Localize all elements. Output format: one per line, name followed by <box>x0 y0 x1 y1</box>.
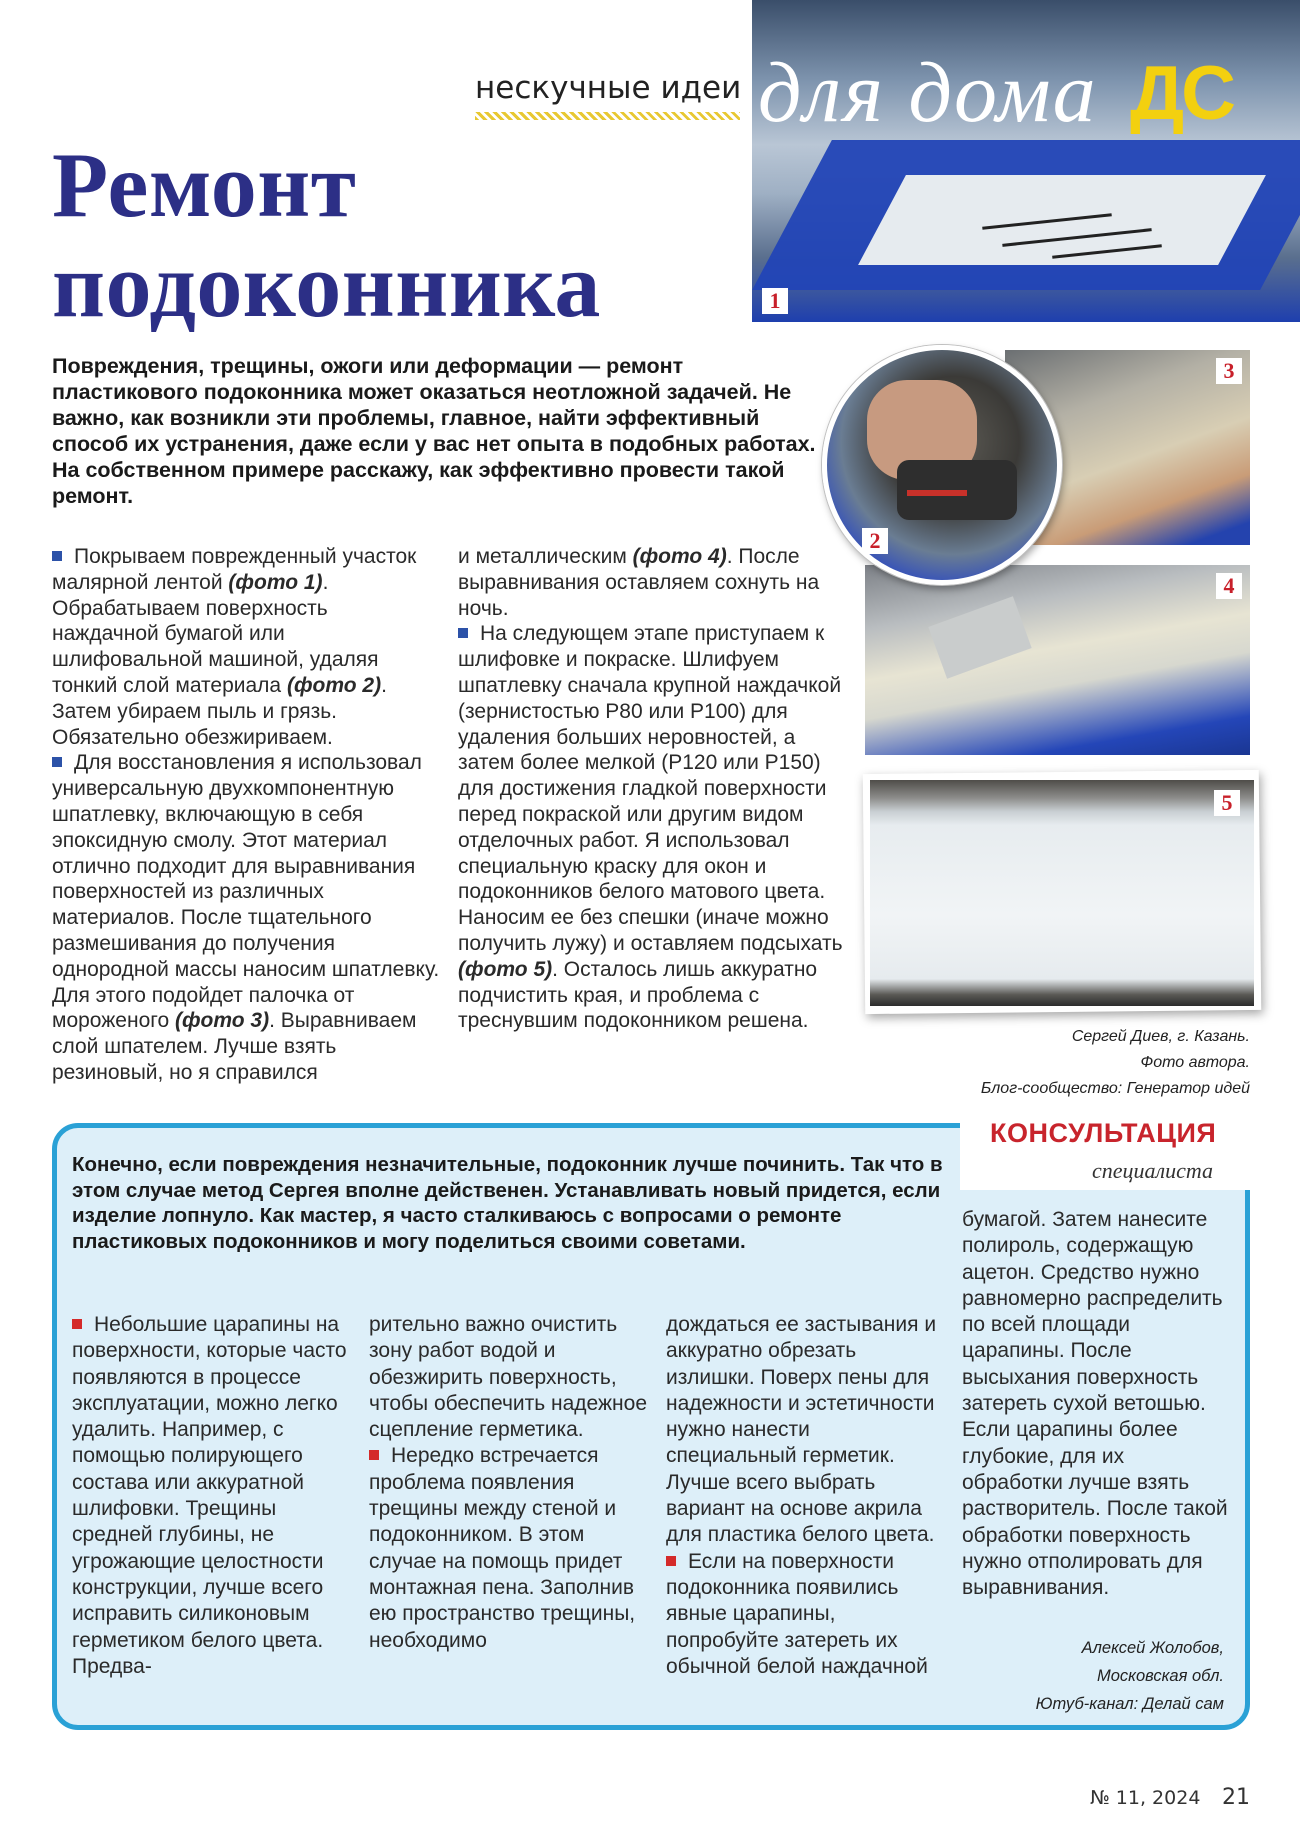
paragraph: дождаться ее застывания и аккуратно обрезать излишки. Поверх пены для надежности и эстетичности нужно нанести специальный герметик. Лучше всего выбрать вариант на основе акрила для пластика белого цвета. <box>666 1313 937 1547</box>
expert-name: Алексей Жолобов, <box>1081 1639 1224 1657</box>
photo-2 <box>822 345 1062 585</box>
photo-number: 4 <box>1216 573 1242 599</box>
paragraph: Небольшие царапины на поверхности, которые часто появляются в процессе эксплуатации, можно легко удалить. Например, с помощью полирующего состава или аккуратной шлифовки. Трещины средней глубины, не угрожающие целостности конструкции, лучше всего исправить силиконовым герметиком белого цвета. Предва- <box>72 1313 347 1678</box>
rubric-title: для дома <box>758 44 1098 140</box>
bullet-icon <box>52 757 62 767</box>
consultation-column-4 <box>962 1207 1228 1601</box>
paragraph: и металлическим (фото 4). После выравнивания оставляем сохнуть на ночь. <box>458 545 820 620</box>
article-column-1 <box>52 544 440 1086</box>
page-number: 21 <box>1222 1785 1250 1810</box>
kicker-underline <box>475 112 740 120</box>
bullet-icon <box>72 1319 82 1329</box>
consultation-column-3 <box>666 1312 944 1680</box>
paragraph: Покрываем поврежденный участок малярной лентой (фото 1). Обрабатываем поверхность наждачной бумагой или шлифовальной машиной, удаляя тонкий слой материала (фото 2). Затем убираем пыль и грязь. Обязательно обезжириваем. <box>52 545 417 749</box>
consultation-subtitle: специалиста <box>1092 1158 1214 1183</box>
article-lead: Повреждения, трещины, ожоги или деформации — ремонт пластикового подоконника может оказаться неотложной задачей. Не важно, как возникли эти проблемы, главное, найти эффективный способ их устранения, даже если у вас нет опыта в подобных работах. На собственном примере расскажу, как эффективно провести такой ремонт. <box>52 354 816 508</box>
paragraph: бумагой. Затем нанесите полироль, содержащую ацетон. Средство нужно равномерно распределить по всей площади царапины. После высыхания поверхность затереть сухой ветошью. Если царапины более глубокие, для их обработки лучше взять растворитель. После такой обработки поверхность нужно отполировать для выравнивания. <box>962 1208 1228 1600</box>
article-title <box>52 135 601 335</box>
spatula-shape <box>928 596 1031 678</box>
consultation-title: КОНСУЛЬТАЦИЯ <box>990 1118 1217 1148</box>
consultation-column-2 <box>369 1312 647 1654</box>
bullet-icon <box>458 628 468 638</box>
photo-4 <box>865 565 1250 755</box>
expert-channel: Ютуб-канал: Делай сам <box>1035 1695 1224 1713</box>
photo-5 <box>870 780 1254 1006</box>
paragraph: На следующем этапе приступаем к шлифовке и покраске. Шлифуем шпатлевку сначала крупной наждачкой (зернистостью Р80 или Р100) для удаления больших неровностей, а затем более мелкой (Р120 или Р150) для достижения гладкой поверхности перед покраской или другим видом отделочных работ. Я использовал специальную краску для окон и подоконников белого матового цвета. Наносим ее без спешки (иначе можно получить лужу) и оставляем подсыхать (фото 5). Осталось лишь аккуратно подчистить края, и проблема с треснувшим подоконником решена. <box>458 622 843 1033</box>
photo-number: 3 <box>1216 358 1242 384</box>
blog-credit: Блог-сообщество: Генератор идей <box>980 1080 1250 1097</box>
photo-number: 1 <box>762 288 788 314</box>
photo-credit: Фото автора. <box>1140 1054 1250 1071</box>
issue-number: № 11, 2024 <box>1090 1787 1201 1809</box>
paragraph: Нередко встречается проблема появления трещины между стеной и подоконником. В этом случае на помощь придет монтажная пена. Заполнив ею пространство трещины, необходимо <box>369 1444 636 1652</box>
photo-number: 5 <box>1214 790 1240 816</box>
photo-number: 2 <box>862 528 888 554</box>
bullet-icon <box>666 1556 676 1566</box>
bullet-icon <box>369 1450 379 1460</box>
consultation-lead: Конечно, если повреждения незначительные, подоконник лучше починить. Так что в этом случае метод Сергея вполне действенен. Устанавливать новый придется, если изделие лопнуло. Как мастер, я часто сталкиваюсь с вопросами о ремонте пластиковых подоконников и могу поделиться своими советами. <box>72 1153 943 1253</box>
article-column-2 <box>458 544 844 1034</box>
sander-stripe <box>907 490 967 496</box>
title-line-2: подоконника <box>52 234 601 336</box>
title-line-1: Ремонт <box>52 134 357 236</box>
paragraph: Если на поверхности подоконника появились явные царапины, попробуйте затереть их обычной белой наждачной <box>666 1549 928 1678</box>
magazine-logo: ДС <box>1130 51 1234 136</box>
paragraph: рительно важно очистить зону работ водой и обезжирить поверхность, чтобы обеспечить надежное сцепление герметика. <box>369 1313 648 1442</box>
author-credit: Сергей Диев, г. Казань. <box>1071 1028 1250 1045</box>
bullet-icon <box>52 551 62 561</box>
expert-region: Московская обл. <box>1097 1667 1224 1685</box>
consultation-column-1 <box>72 1312 350 1680</box>
paragraph: Для восстановления я использовал универсальную двухкомпонентную шпатлевку, включающую в себя эпоксидную смолу. Этот материал отлично подходит для выравнивания поверхностей из различных материалов. После тщательного размешивания до получения однородной массы наносим шпатлевку. Для этого подойдет палочка от мороженого (фото 3). Выравниваем слой шпателем. Лучше взять резиновый, но я справился <box>52 751 440 1084</box>
section-kicker: нескучные идеи <box>475 70 742 106</box>
